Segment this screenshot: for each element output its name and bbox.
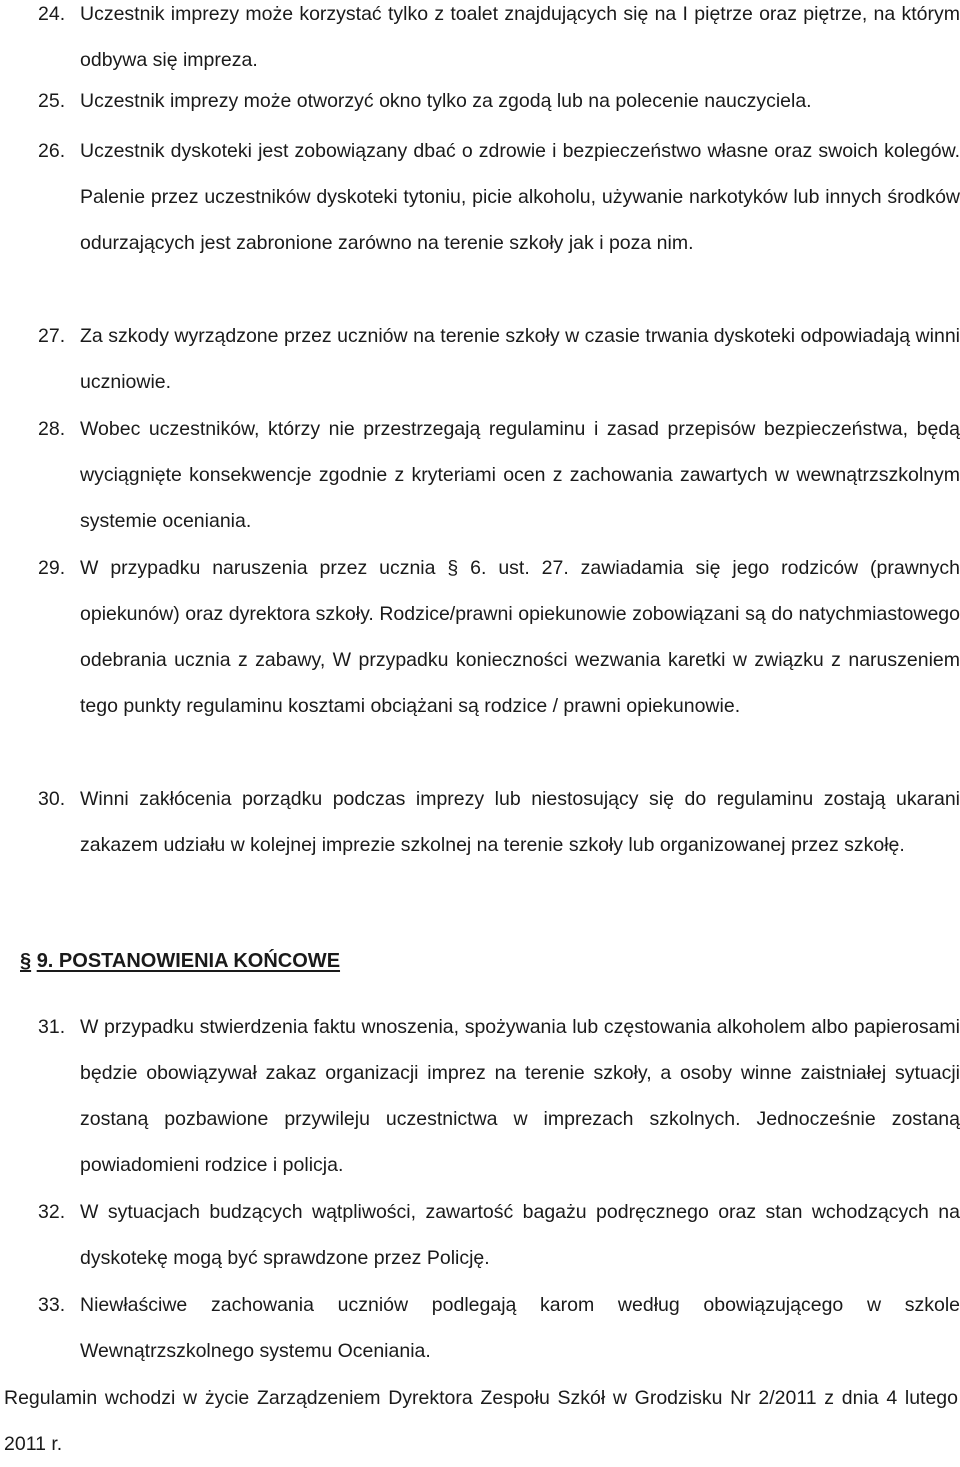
item-text: Uczestnik dyskoteki jest zobowiązany dbać o zdrowie i bezpieczeństwo własne oraz swoich kolegów. Palenie przez uczestników dyskoteki tytoniu, picie alkoholu, używanie narkotyków lub innych środków odurzających jest zabronione zarówno na terenie szkoły jak i poza nim. [80, 140, 960, 254]
item-text: Wobec uczestników, którzy nie przestrzegają regulaminu i zasad przepisów bezpieczeństwa, będą wyciągnięte konsekwencje zgodnie z kryteriami ocen z zachowania zawartych w wewnątrzszkolnym systemie oceniania. [80, 418, 960, 532]
item-number: 30. [38, 788, 66, 810]
item-text: W przypadku stwierdzenia faktu wnoszenia, spożywania lub częstowania alkoholem albo papierosami będzie obowiązywał zakaz organizacji imprez na terenie szkoły, a osoby winne zaistniałej sytuacji zostaną pozbawione przywileju uczestnictwa w imprezach szkolnych. Jednocześnie zostaną powiadomieni rodzice i policja. [80, 1016, 960, 1176]
item-text: Niewłaściwe zachowania uczniów podlegają karom według obowiązującego w szkole Wewnątrzszkolnego systemu Oceniania. [80, 1294, 960, 1362]
item-number: 26. [38, 140, 66, 162]
item-number: 24. [38, 3, 66, 25]
section-title: 9. POSTANOWIENIA KOŃCOWE [36, 950, 341, 972]
item-number: 31. [38, 1016, 66, 1038]
item-text: Winni zakłócenia porządku podczas imprezy lub niestosujący się do regulaminu zostają ukarani zakazem udziału w kolejnej imprezie szkolnej na terenie szkoły lub organizowanej przez szkołę. [80, 788, 960, 856]
item-number: 28. [38, 418, 66, 440]
item-number: 27. [38, 325, 66, 347]
item-number: 33. [38, 1294, 66, 1316]
closing-statement: Regulamin wchodzi w życie Zarządzeniem Dyrektora Zespołu Szkół w Grodzisku Nr 2/2011 z dnia 4 lutego 2011 r. [4, 1387, 958, 1455]
section-mark: § [20, 950, 32, 972]
item-text: Za szkody wyrządzone przez uczniów na terenie szkoły w czasie trwania dyskoteki odpowiadają winni uczniowie. [80, 325, 960, 393]
item-number: 25. [38, 90, 66, 112]
item-number: 29. [38, 557, 66, 579]
item-text: Uczestnik imprezy może otworzyć okno tylko za zgodą lub na polecenie nauczyciela. [80, 90, 812, 112]
item-text: W przypadku naruszenia przez ucznia § 6. ust. 27. zawiadamia się jego rodziców (prawnych opiekunów) oraz dyrektora szkoły. Rodzice/prawni opiekunowie zobowiązani są do natychmiastowego odebrania ucznia z zabawy, W przypadku konieczności wezwania karetki w związku z naruszeniem tego punkty regulaminu kosztami obciążani są rodzice / prawni opiekunowie. [80, 557, 960, 717]
item-text: W sytuacjach budzących wątpliwości, zawartość bagażu podręcznego oraz stan wchodzących na dyskotekę mogą być sprawdzone przez Policję. [80, 1201, 960, 1269]
item-text: Uczestnik imprezy może korzystać tylko z toalet znajdujących się na I piętrze oraz piętrze, na którym odbywa się impreza. [80, 3, 960, 71]
section-heading [20, 938, 340, 984]
item-number: 32. [38, 1201, 66, 1223]
